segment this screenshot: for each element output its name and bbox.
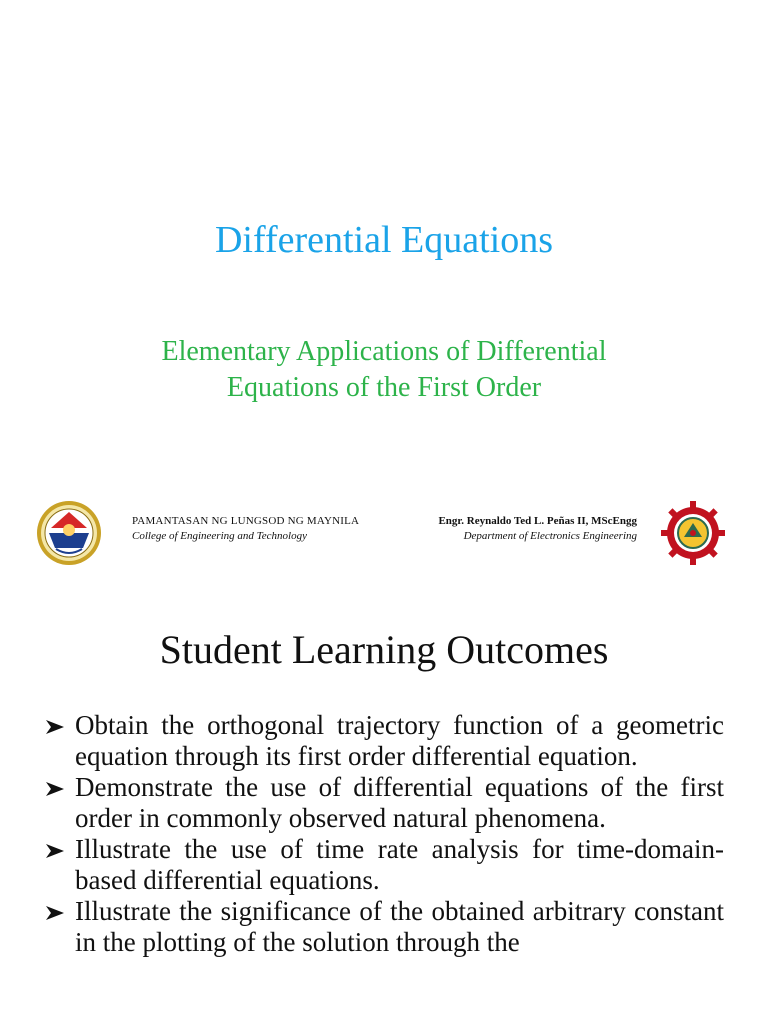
subtitle-line-1: Elementary Applications of Differential <box>161 336 607 367</box>
department-name: Department of Electronics Engineering <box>463 530 637 542</box>
outcome-text: Obtain the orthogonal trajectory function of a geometric equation through its first order differential equation. <box>75 710 724 771</box>
author-name: Engr. Reynaldo Ted L. Peñas II, MScEngg <box>438 515 637 527</box>
outcome-item <box>44 710 724 772</box>
university-name: PAMANTASAN NG LUNGSOD NG MAYNILA <box>132 515 360 527</box>
outcomes-list <box>44 710 724 958</box>
college-name: College of Engineering and Technology <box>132 530 307 542</box>
arrow-bullet-icon <box>44 718 66 736</box>
arrow-bullet-icon <box>44 780 66 798</box>
slide-footer <box>0 496 768 570</box>
arrow-bullet-icon <box>44 842 66 860</box>
slide-subtitle <box>0 334 768 406</box>
outcome-text: Illustrate the use of time rate analysis for time-domain-based differential equations. <box>75 834 724 895</box>
university-seal-icon <box>36 500 102 566</box>
subtitle-line-2: Equations of the First Order <box>226 372 542 403</box>
slide-title: Differential Equations <box>214 219 554 261</box>
outcome-item <box>44 834 724 896</box>
learning-outcomes-slide <box>0 570 768 1024</box>
arrow-bullet-icon <box>44 904 66 922</box>
outcome-item <box>44 896 724 958</box>
outcome-text: Illustrate the significance of the obtained arbitrary constant in the plotting of the solution through the <box>75 896 724 957</box>
author-info <box>405 514 637 544</box>
college-gear-seal-icon <box>660 500 726 566</box>
outcome-item <box>44 772 724 834</box>
outcomes-title: Student Learning Outcomes <box>159 627 609 672</box>
university-info <box>132 514 359 544</box>
outcome-text: Demonstrate the use of differential equations of the first order in commonly observed natural phenomena. <box>75 772 724 833</box>
